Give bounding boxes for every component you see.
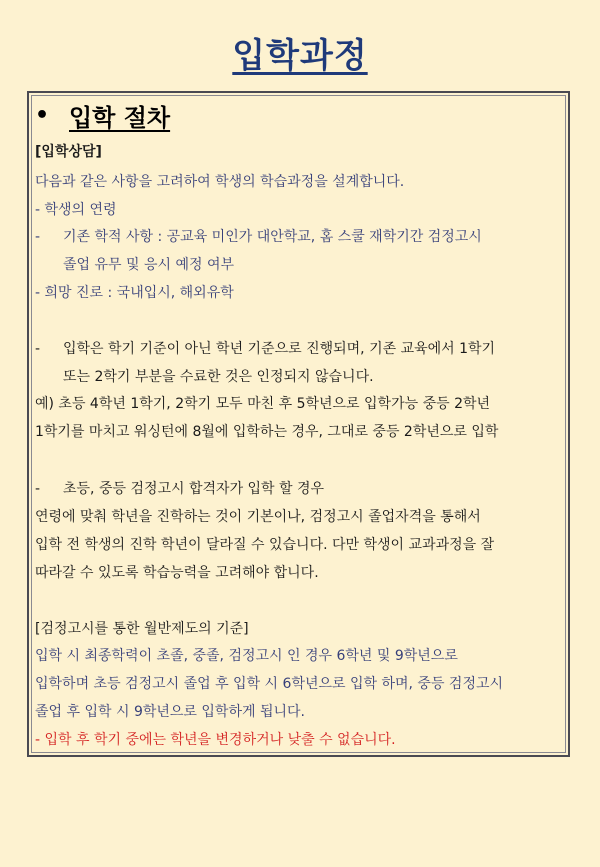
ged-case-line2: 연령에 맞춰 학년을 진학하는 것이 기본이나, 검정고시 졸업자격을 통해서 [35, 509, 481, 525]
ged-standard-line3: 졸업 후 입학 시 9학년으로 입학하게 됩니다. [35, 704, 305, 720]
grade-rule-line2: 또는 2학기 부분을 수료한 것은 인정되지 않습니다. [63, 369, 374, 385]
ged-case-line4: 따라갈 수 있도록 학습능력을 고려해야 합니다. [35, 565, 319, 581]
ged-case-line3: 입학 전 학생의 진학 학년이 달라질 수 있습니다. 다만 학생이 교과과정을 잘 [35, 537, 495, 553]
consult-intro: 다음과 같은 사항을 고려하여 학생의 학습과정을 설계합니다. [35, 174, 405, 190]
consult-item-history-cont: 졸업 유무 및 응시 예정 여부 [63, 257, 235, 273]
grade-rule [35, 338, 495, 358]
consult-item-path: - 희망 진로 : 국내입시, 해외유학 [35, 285, 234, 301]
bullet-icon: • [35, 103, 50, 128]
consult-label: [입학상담] [35, 144, 102, 160]
consult-item-history [35, 226, 482, 246]
consult-item-age: - 학생의 연령 [35, 202, 117, 218]
page-title: 입학과정 [232, 36, 368, 76]
dash-marker: - [35, 229, 41, 245]
section-heading [35, 98, 170, 133]
ged-standard-label: [검정고시를 통한 월반제도의 기준] [35, 621, 249, 637]
ged-standard-warning: - 입학 후 학기 중에는 학년을 변경하거나 낮출 수 없습니다. [35, 732, 396, 748]
ged-standard-line2: 입학하며 초등 검정고시 졸업 후 입학 시 6학년으로 입학 하며, 중등 검정고시 [35, 676, 504, 692]
section-heading-text: 입학 절차 [69, 104, 171, 132]
dash-marker: - [35, 341, 41, 357]
grade-rule-example1: 예) 초등 4학년 1학기, 2학기 모두 마친 후 5학년으로 입학가능 중등 2학년 [35, 396, 491, 412]
ged-case-line1: 초등, 중등 검정고시 합격자가 입학 할 경우 [63, 481, 325, 497]
grade-rule-line1: 입학은 학기 기준이 아닌 학년 기준으로 진행되며, 기존 교육에서 1학기 [63, 341, 496, 357]
dash-marker: - [35, 481, 41, 497]
consult-item-history-text: 기존 학적 사항 : 공교육 미인가 대안학교, 홈 스쿨 재학기간 검정고시 [63, 229, 482, 245]
ged-standard-line1: 입학 시 최종학력이 초졸, 중졸, 검정고시 인 경우 6학년 및 9학년으로 [35, 648, 458, 664]
ged-case [35, 478, 324, 498]
grade-rule-example2: 1학기를 마치고 워싱턴에 8월에 입학하는 경우, 그대로 중등 2학년으로 입학 [35, 424, 499, 440]
